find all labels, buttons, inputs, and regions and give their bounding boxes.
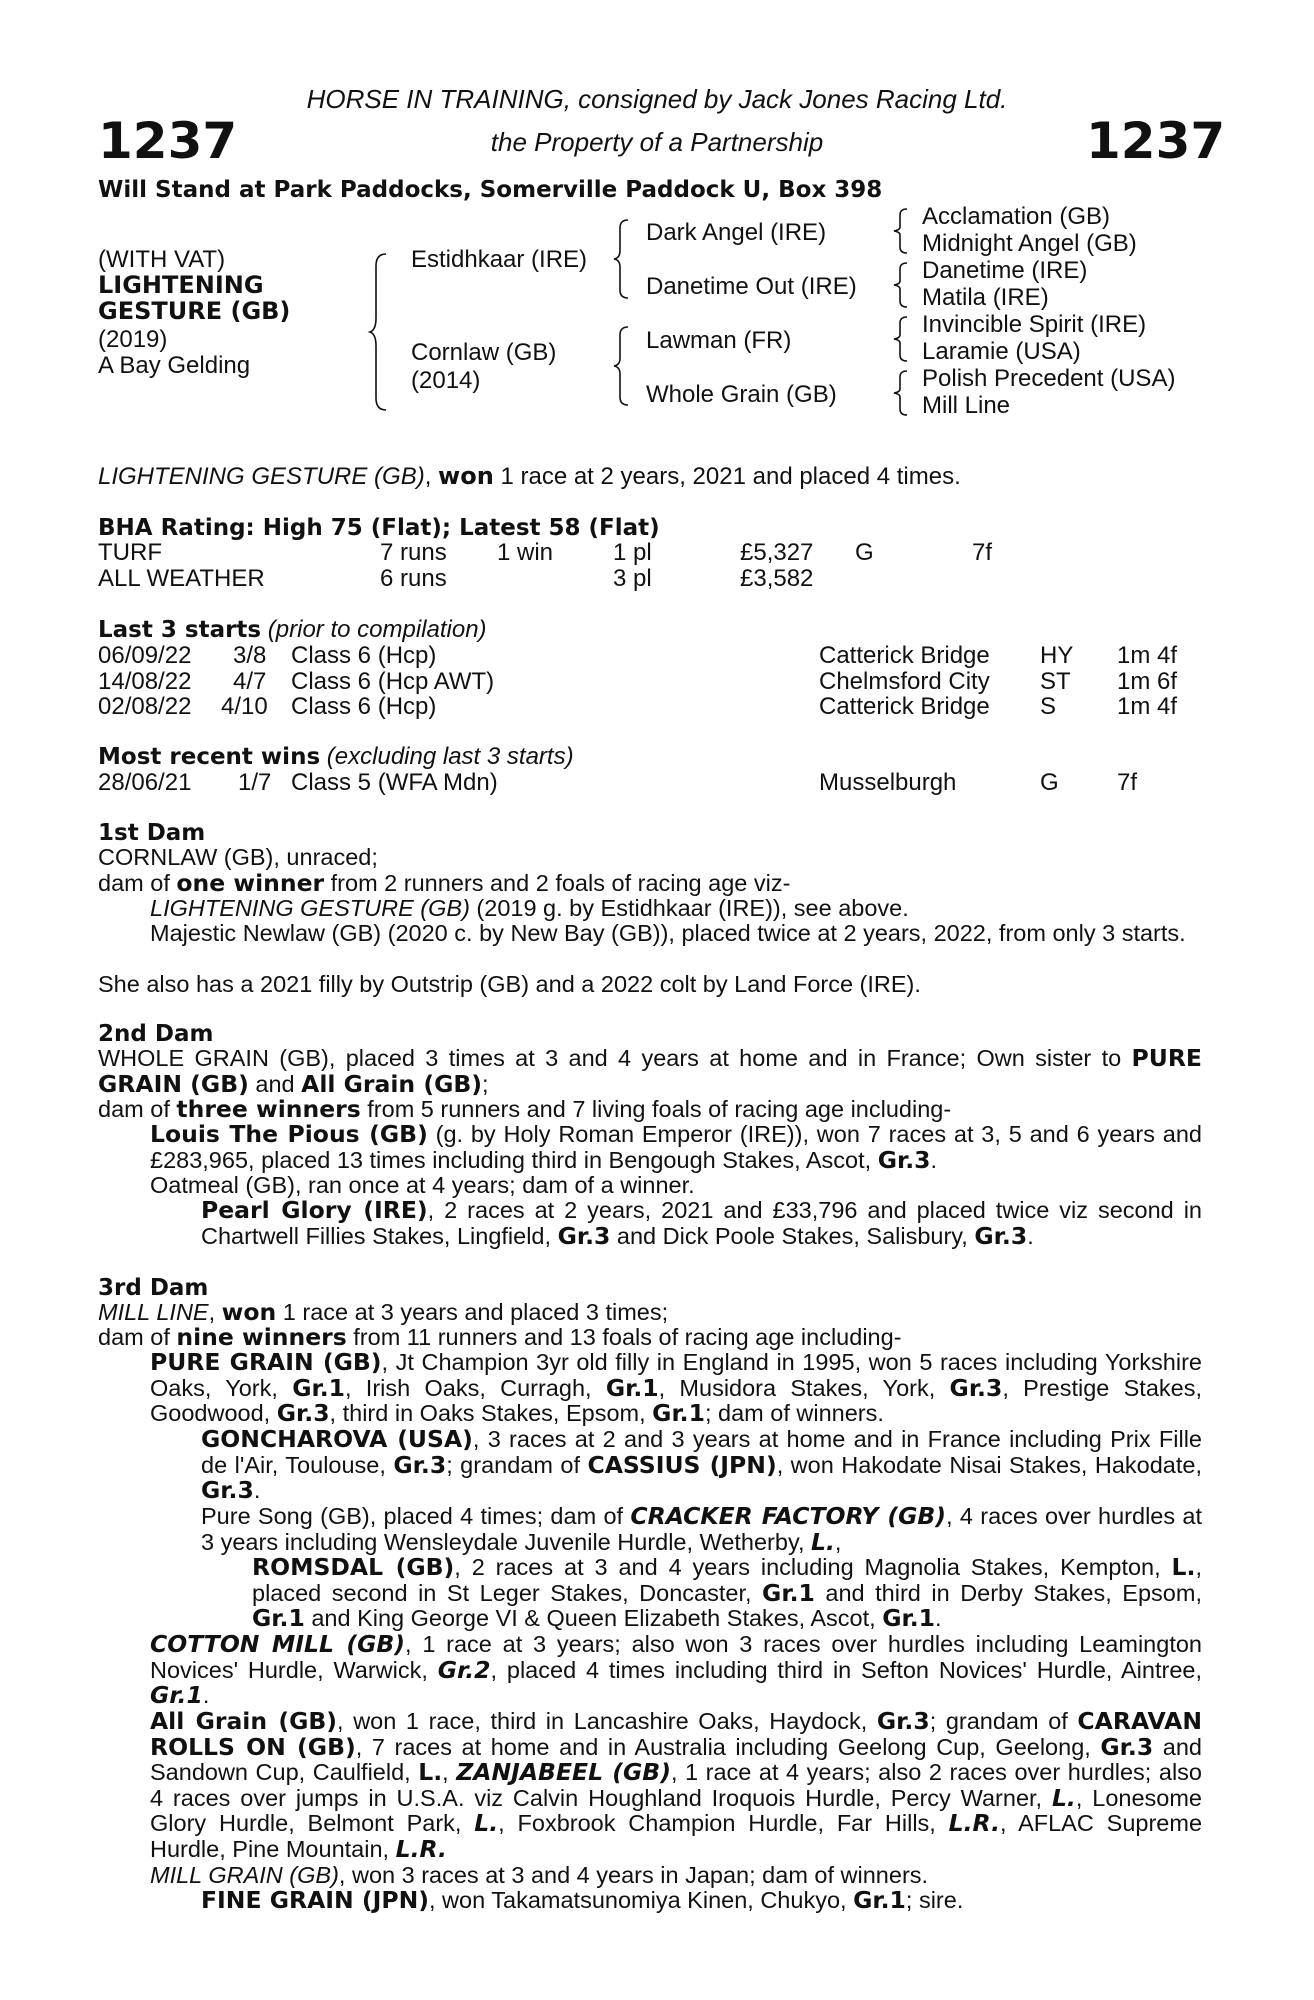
text: from 2 runners and 2 foals of racing age viz-: [324, 870, 791, 896]
first-dam-foal: Majestic Newlaw (GB) (2020 c. by New Bay (GB)), placed twice at 2 years, 2022, from only 3 starts.: [150, 920, 1186, 946]
recent-wins-heading: [98, 744, 574, 770]
bold-text: All Grain (GB): [301, 1069, 483, 1098]
horse-name-line2: GESTURE (GB): [98, 297, 291, 325]
text: and Sandown Cup, Caulfield,: [150, 1733, 1202, 1785]
text: ,: [208, 1299, 222, 1325]
text: ; grandam of: [446, 1451, 588, 1478]
third-dam-foal: [150, 1709, 1202, 1862]
win-position: 1/7: [238, 769, 272, 796]
race-summary: [98, 464, 961, 489]
start-course: Chelmsford City: [819, 668, 990, 695]
bold-italic-text: L.R.: [395, 1834, 447, 1863]
pedigree-brace-sire: [614, 218, 632, 300]
text: and King George VI & Queen Elizabeth Stakes, Ascot,: [304, 1605, 883, 1631]
bold-text: All Grain (GB): [150, 1707, 338, 1735]
third-dam-grandfoal: [201, 1504, 1202, 1555]
text: , Musidora Stakes, York,: [658, 1374, 950, 1401]
pedigree-dam: Cornlaw (GB): [411, 339, 557, 366]
bold-text: CARAVAN ROLLS ON (GB): [150, 1707, 1202, 1761]
pedigree-sire-sire: Dark Angel (IRE): [646, 219, 827, 246]
win-course: Musselburgh: [819, 769, 957, 796]
pedigree-g8: Mill Line: [922, 392, 1011, 419]
pedigree-g3: Danetime (IRE): [922, 257, 1088, 284]
pedigree-g2: Midnight Angel (GB): [922, 230, 1137, 257]
text: , 1 race at 4 years; also 2 races over hurdles; also 4 races over jumps in U.S.A. viz Calvin Houghland Iroquois Hurdle, Percy Warner,: [150, 1759, 1202, 1811]
bold-italic-text: L.: [1051, 1783, 1076, 1812]
start-date: 02/08/22: [98, 693, 192, 720]
start-position: 4/10: [221, 693, 268, 720]
pedigree-dam-sire: Lawman (FR): [646, 327, 792, 354]
text: , 2 races at 2 years, 2021 and £33,796 and placed twice viz second in Chartwell Fillies Stakes, Lingfield,: [201, 1197, 1202, 1249]
pedigree-g6: Laramie (USA): [922, 338, 1081, 365]
text: ,: [442, 1759, 457, 1785]
bold-text: Gr.1: [652, 1399, 705, 1427]
bold-italic-text: Gr.2: [437, 1655, 491, 1684]
last-starts-heading: [98, 617, 487, 643]
start-position: 4/7: [233, 668, 267, 695]
text: , Irish Oaks, Curragh,: [345, 1374, 606, 1401]
win-distance: 7f: [1117, 769, 1138, 796]
pedigree-sire: Estidhkaar (IRE): [411, 246, 588, 273]
rating-runs: 7 runs: [380, 539, 447, 566]
summary-sep: ,: [424, 463, 432, 490]
bold-text: Gr.1: [882, 1604, 936, 1632]
start-distance: 1m 4f: [1117, 693, 1178, 720]
summary-rest: 1 race at 2 years, 2021 and placed 4 times.: [493, 463, 961, 490]
start-date: 06/09/22: [98, 642, 192, 669]
horse-description: A Bay Gelding: [98, 352, 251, 379]
bold-text: Gr.1: [292, 1373, 345, 1402]
rating-surface: ALL WEATHER: [98, 565, 265, 592]
last-starts-note: (prior to compilation): [261, 616, 487, 643]
text: , Lonesome Glory Hurdle, Belmont Park,: [150, 1784, 1202, 1836]
first-dam-heading: 1st Dam: [98, 820, 206, 846]
bold-italic-text: CRACKER FACTORY (GB): [630, 1502, 947, 1530]
text: , Prestige Stakes, Goodwood,: [150, 1374, 1202, 1426]
text: ; dam of winners.: [704, 1400, 884, 1426]
rating-placed: 1 pl: [613, 539, 652, 566]
property-line: the Property of a Partnership: [490, 127, 824, 157]
first-dam-note: She also has a 2021 filly by Outstrip (GB) and a 2022 colt by Land Force (IRE).: [98, 971, 921, 997]
bold-text: PURE GRAIN (GB): [98, 1044, 1202, 1098]
recent-wins-title: Most recent wins: [98, 744, 321, 770]
text: 1 race at 3 years and placed 3 times;: [276, 1299, 669, 1325]
vat-label: (WITH VAT): [98, 246, 226, 273]
horse-year: (2019): [98, 326, 168, 353]
start-distance: 1m 4f: [1117, 642, 1178, 669]
bold-text: GONCHAROVA (USA): [201, 1425, 473, 1453]
text: (g. by Holy Roman Emperor (IRE)), won 7 races at 3, 5 and 6 years and £283,965, placed 13 times including third in Bengough Stakes, Ascot,: [150, 1121, 1202, 1173]
bold-text: L.: [418, 1758, 443, 1786]
text: , Foxbrook Champion Hurdle, Far Hills,: [498, 1810, 949, 1836]
text: dam of: [98, 870, 177, 896]
location-line: Will Stand at Park Paddocks, Somerville Paddock U, Box 398: [98, 177, 883, 203]
rating-runs: 6 runs: [380, 565, 447, 592]
bold-text: L.: [1171, 1553, 1196, 1581]
text: from 5 runners and 7 living foals of racing age including-: [360, 1096, 952, 1122]
text: .: [1027, 1222, 1034, 1249]
text: WHOLE GRAIN (GB), placed 3 times at 3 and 4 years at home and in France; Own sister to: [98, 1045, 1132, 1071]
consignor-line: HORSE IN TRAINING, consigned by Jack Jones Racing Ltd.: [306, 84, 1008, 114]
text: and Dick Poole Stakes, Salisbury,: [610, 1222, 975, 1249]
text: .: [930, 1146, 938, 1173]
bold-text: FINE GRAIN (JPN): [201, 1886, 429, 1914]
text: ; sire.: [905, 1887, 964, 1913]
pedigree-dam-dam: Whole Grain (GB): [646, 381, 837, 408]
recent-wins-note: (excluding last 3 starts): [320, 743, 574, 770]
start-going: HY: [1040, 642, 1074, 669]
text: , 3 races at 2 and 3 years at home and in France including Prix Fille de l'Air, Toulouse,: [201, 1426, 1202, 1478]
text: (2019 g. by Estidhkaar (IRE)), see above.: [469, 895, 909, 921]
bold-text: Gr.3: [974, 1221, 1028, 1250]
bold-text: Gr.3: [201, 1476, 254, 1504]
text: , won 3 races at 3 and 4 years in Japan; dam of winners.: [338, 1862, 929, 1888]
second-dam-foal: Oatmeal (GB), ran once at 4 years; dam of a winner.: [150, 1172, 695, 1198]
third-dam-produce: [98, 1325, 1202, 1351]
text: , won Hakodate Nisai Stakes, Hakodate,: [776, 1451, 1202, 1478]
text: , placed second in St Leger Stakes, Doncaster,: [252, 1554, 1202, 1606]
first-dam-foal: [150, 896, 1202, 922]
win-going: G: [1040, 769, 1059, 796]
bold-text: Gr.3: [876, 1707, 930, 1735]
text: dam of: [98, 1096, 177, 1122]
text: ,: [834, 1528, 842, 1555]
pedigree-brace-g1: [894, 208, 910, 254]
bold-text: Gr.3: [557, 1221, 611, 1250]
second-dam-desc: [98, 1046, 1202, 1097]
summary-won: won: [438, 462, 494, 490]
lot-number-left: 1237: [98, 112, 238, 170]
bold-italic-text: ZANJABEEL (GB): [456, 1758, 671, 1786]
bold-text: Gr.3: [877, 1145, 931, 1174]
rating-placed: 3 pl: [613, 565, 652, 592]
third-dam-desc: [98, 1300, 1202, 1326]
second-dam-heading: 2nd Dam: [98, 1021, 214, 1047]
start-going: ST: [1040, 668, 1071, 695]
third-dam-heading: 3rd Dam: [98, 1275, 209, 1301]
bold-text: Gr.3: [949, 1373, 1003, 1402]
bold-text: CASSIUS (JPN): [587, 1450, 777, 1479]
text: , Jt Champion 3yr old filly in England in 1995, won 5 races including Yorkshire Oaks, York,: [150, 1349, 1202, 1401]
text: , won 1 race, third in Lancashire Oaks, Haydock,: [337, 1708, 877, 1734]
foal-name: LIGHTENING GESTURE (GB): [150, 895, 470, 921]
bold-italic-text: L.: [811, 1527, 835, 1556]
start-distance: 1m 6f: [1117, 668, 1178, 695]
bold-text: Pearl Glory (IRE): [201, 1196, 428, 1224]
second-dam-grandfoal: [201, 1198, 1202, 1249]
start-position: 3/8: [233, 642, 267, 669]
start-class: Class 6 (Hcp): [291, 693, 437, 720]
text: ;: [482, 1070, 489, 1097]
pedigree-brace-g2: [894, 262, 910, 308]
text: , won Takamatsunomiya Kinen, Chukyo,: [428, 1887, 854, 1913]
bold-text: Gr.1: [252, 1604, 305, 1632]
pedigree-dam-year: (2014): [411, 367, 481, 394]
rating-surface: TURF: [98, 539, 162, 566]
bold-text: Gr.1: [762, 1578, 815, 1607]
text: , 4 races over hurdles at 3 years including Wensleydale Juvenile Hurdle, Wetherby,: [201, 1503, 1203, 1555]
bold-text: Gr.3: [393, 1450, 447, 1479]
pedigree-g1: Acclamation (GB): [922, 203, 1111, 230]
text: , AFLAC Supreme Hurdle, Pine Mountain,: [150, 1810, 1203, 1862]
bold-text: won: [221, 1298, 277, 1326]
bold-text: Louis The Pious (GB): [150, 1120, 428, 1148]
rating-heading: BHA Rating: High 75 (Flat); Latest 58 (Flat): [98, 515, 660, 541]
pedigree-brace-g3: [894, 316, 910, 362]
pedigree-sire-dam: Danetime Out (IRE): [646, 273, 857, 300]
first-dam-produce-line: [98, 871, 1202, 897]
pedigree-brace-dam: [614, 325, 632, 407]
third-dam-grandfoal: [201, 1427, 1202, 1504]
text: , 1 race at 3 years; also won 3 races over hurdles including Leamington Novices' Hurdle, Warwick,: [150, 1631, 1202, 1683]
bold-text: nine winners: [176, 1323, 347, 1351]
pedigree-brace-main: [370, 252, 390, 412]
text: from 11 runners and 13 foals of racing age including-: [346, 1324, 902, 1350]
text: Pure Song (GB), placed 4 times; dam of: [201, 1503, 631, 1529]
start-class: Class 6 (Hcp AWT): [291, 668, 495, 695]
bold-text: Gr.3: [276, 1399, 330, 1427]
third-dam-foal: [150, 1350, 1202, 1427]
bold-text: Gr.3: [1100, 1732, 1154, 1761]
bold-italic-text: COTTON MILL (GB): [150, 1630, 406, 1658]
start-class: Class 6 (Hcp): [291, 642, 437, 669]
bold-text: one winner: [176, 869, 325, 897]
text: , 2 races at 3 and 4 years including Magnolia Stakes, Kempton,: [454, 1554, 1172, 1580]
text: ; grandam of: [929, 1708, 1078, 1734]
text: , third in Oaks Stakes, Epsom,: [329, 1400, 653, 1426]
text: dam of: [98, 1324, 177, 1350]
rating-prize: £5,327: [740, 539, 814, 566]
first-dam-line: CORNLAW (GB), unraced;: [98, 844, 378, 870]
rating-going: G: [855, 539, 874, 566]
third-dam-great-grandfoal: [252, 1555, 1202, 1632]
third-dam-grandfoal: [201, 1888, 1202, 1914]
bold-text: PURE GRAIN (GB): [150, 1348, 382, 1376]
bold-italic-text: Gr.1: [150, 1681, 203, 1709]
pedigree-brace-g4: [894, 370, 910, 416]
text: .: [202, 1682, 210, 1708]
text: and: [248, 1070, 302, 1097]
win-date: 28/06/21: [98, 769, 192, 796]
text: and third in Derby Stakes, Epsom,: [814, 1579, 1202, 1606]
start-course: Catterick Bridge: [819, 642, 990, 669]
start-going: S: [1040, 693, 1057, 720]
bold-italic-text: L.R.: [948, 1809, 1001, 1837]
last-starts-title: Last 3 starts: [98, 617, 262, 643]
bold-italic-text: L.: [474, 1809, 499, 1837]
second-dam-produce: [98, 1097, 1202, 1123]
text: , placed 4 times including third in Sefton Novices' Hurdle, Aintree,: [490, 1656, 1202, 1683]
text: , 7 races at home and in Australia including Geelong Cup, Geelong,: [355, 1733, 1101, 1760]
start-date: 14/08/22: [98, 668, 192, 695]
rating-prize: £3,582: [740, 565, 814, 592]
second-dam-foal: [150, 1122, 1202, 1173]
third-dam-foal: [150, 1632, 1202, 1709]
text: .: [935, 1605, 942, 1631]
italic-text: MILL GRAIN (GB): [150, 1862, 339, 1888]
summary-name: LIGHTENING GESTURE (GB): [98, 463, 425, 490]
horse-name-line1: LIGHTENING: [98, 271, 264, 299]
rating-distance: 7f: [972, 539, 993, 566]
win-class: Class 5 (WFA Mdn): [291, 769, 498, 796]
bold-text: ROMSDAL (GB): [252, 1553, 455, 1581]
rating-wins: 1 win: [497, 539, 554, 566]
text: .: [253, 1477, 261, 1503]
pedigree-g5: Invincible Spirit (IRE): [922, 311, 1147, 338]
pedigree-g4: Matila (IRE): [922, 284, 1049, 311]
lot-number-right: 1237: [1086, 112, 1226, 170]
bold-text: three winners: [176, 1095, 361, 1123]
italic-text: MILL LINE: [98, 1299, 209, 1325]
bold-text: Gr.1: [605, 1373, 659, 1402]
bold-text: Gr.1: [853, 1886, 906, 1914]
third-dam-foal: [150, 1863, 1202, 1889]
pedigree-g7: Polish Precedent (USA): [922, 365, 1176, 392]
start-course: Catterick Bridge: [819, 693, 990, 720]
